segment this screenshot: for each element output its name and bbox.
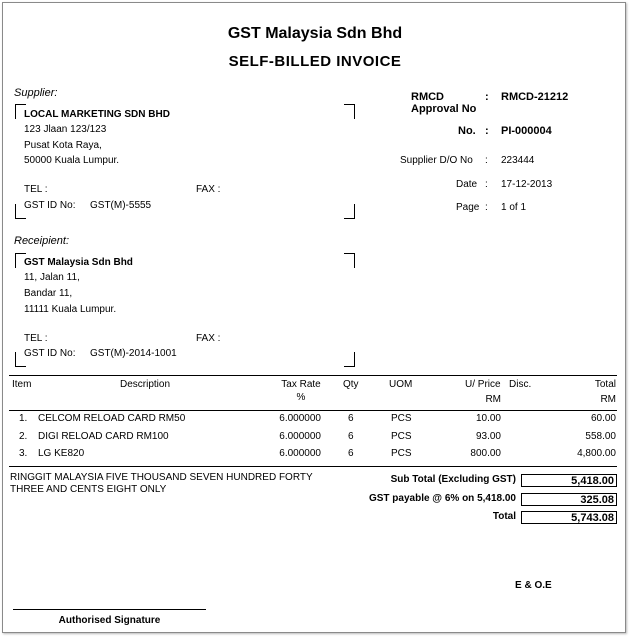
- date-value: 17-12-2013: [501, 179, 553, 190]
- page-value: 1 of 1: [501, 202, 527, 213]
- col-taxrate-header: Tax Rate: [281, 379, 321, 390]
- amount-in-words: RINGGIT MALAYSIA FIVE THOUSAND SEVEN HUNDRED FORTY: [10, 472, 313, 483]
- signature-line: [13, 609, 206, 610]
- recipient-name: GST Malaysia Sdn Bhd: [24, 257, 133, 268]
- supplier-bracket-br: [344, 204, 355, 219]
- amount-in-words-cont: THREE AND CENTS EIGHT ONLY: [10, 484, 167, 495]
- col-taxrate-pct: %: [296, 392, 306, 403]
- subtotal-value: 5,418.00: [521, 474, 617, 487]
- recipient-fax-label: FAX :: [196, 333, 221, 344]
- row-qty: 6: [348, 448, 354, 459]
- table-top-line: [9, 375, 617, 376]
- row-qty: 6: [348, 431, 354, 442]
- date-label: Date: [456, 179, 478, 190]
- invoice-no-colon: :: [485, 125, 489, 137]
- supplier-tel-label: TEL :: [24, 184, 48, 195]
- invoice-page: [2, 2, 626, 633]
- supplier-address-line: 50000 Kuala Lumpur.: [24, 155, 120, 166]
- recipient-address-line: Bandar 11,: [24, 288, 73, 299]
- row-taxrate: 6.000000: [279, 431, 321, 442]
- row-uom: PCS: [391, 413, 412, 424]
- col-uom-header: UOM: [389, 379, 413, 390]
- row-uprice: 93.00: [475, 431, 501, 442]
- col-uprice-header: U/ Price: [465, 379, 501, 390]
- row-no: 1.: [19, 413, 28, 424]
- supplier-name: LOCAL MARKETING SDN BHD: [24, 109, 170, 120]
- row-total: 4,800.00: [577, 448, 616, 459]
- row-qty: 6: [348, 413, 354, 424]
- row-uom: PCS: [391, 431, 412, 442]
- row-description: CELCOM RELOAD CARD RM50: [38, 413, 186, 424]
- supplier-gst-value: GST(M)-5555: [90, 200, 152, 211]
- recipient-gst-value: GST(M)-2014-1001: [90, 348, 177, 359]
- col-item-header: Item: [12, 379, 32, 390]
- rmcd-value: RMCD-21212: [501, 91, 569, 103]
- recipient-tel-label: TEL :: [24, 333, 48, 344]
- subtotal-label: Sub Total (Excluding GST): [390, 474, 516, 485]
- company-name: GST Malaysia Sdn Bhd: [227, 25, 403, 42]
- row-total: 60.00: [590, 413, 616, 424]
- col-description-header: Description: [120, 379, 171, 390]
- total-value: 5,743.08: [521, 511, 617, 524]
- do-colon: :: [485, 155, 488, 166]
- do-value: 223444: [501, 155, 535, 166]
- row-description: LG KE820: [38, 448, 85, 459]
- page-label: Page: [456, 202, 480, 213]
- recipient-label: Receipient:: [14, 235, 70, 247]
- col-total-header: Total: [594, 379, 616, 390]
- rmcd-colon: :: [485, 91, 489, 103]
- page-colon: :: [485, 202, 488, 213]
- supplier-address-line: 123 Jlaan 123/123: [24, 124, 107, 135]
- rmcd-label: RMCD: [411, 91, 444, 103]
- row-taxrate: 6.000000: [279, 448, 321, 459]
- row-uom: PCS: [391, 448, 412, 459]
- col-qty-header: Qty: [343, 379, 359, 390]
- do-label: Supplier D/O No: [400, 155, 473, 166]
- invoice-title: SELF-BILLED INVOICE: [228, 53, 402, 70]
- row-no: 3.: [19, 448, 28, 459]
- invoice-no-value: PI-000004: [501, 125, 552, 137]
- row-uprice: 10.00: [475, 413, 501, 424]
- row-no: 2.: [19, 431, 28, 442]
- col-total-rm: RM: [600, 394, 616, 405]
- row-description: DIGI RELOAD CARD RM100: [38, 431, 169, 442]
- supplier-fax-label: FAX :: [196, 184, 221, 195]
- recipient-gst-label: GST ID No:: [24, 348, 76, 359]
- eoe-note: E & O.E: [515, 580, 552, 591]
- gst-payable-label: GST payable @ 6% on 5,418.00: [368, 493, 516, 504]
- recipient-address-line: 11111 Kuala Lumpur.: [24, 304, 117, 315]
- invoice-no-label: No.: [458, 125, 476, 137]
- supplier-address-line: Pusat Kota Raya,: [24, 140, 102, 151]
- row-uprice: 800.00: [470, 448, 501, 459]
- recipient-bracket-br: [344, 352, 355, 367]
- row-total: 558.00: [585, 431, 616, 442]
- recipient-bracket-tr: [344, 253, 355, 268]
- row-taxrate: 6.000000: [279, 413, 321, 424]
- col-uprice-rm: RM: [485, 394, 501, 405]
- table-header-line: [9, 410, 617, 411]
- approval-no-label: Approval No: [411, 103, 477, 115]
- supplier-label: Supplier:: [14, 87, 58, 99]
- supplier-gst-label: GST ID No:: [24, 200, 76, 211]
- total-label: Total: [492, 511, 516, 522]
- authorised-signature-label: Authorised Signature: [58, 615, 161, 626]
- table-bottom-line: [9, 466, 617, 467]
- gst-payable-value: 325.08: [521, 493, 617, 506]
- supplier-bracket-tr: [344, 104, 355, 119]
- date-colon: :: [485, 179, 488, 190]
- recipient-address-line: 11, Jalan 11,: [24, 272, 80, 283]
- col-disc-header: Disc.: [509, 379, 532, 390]
